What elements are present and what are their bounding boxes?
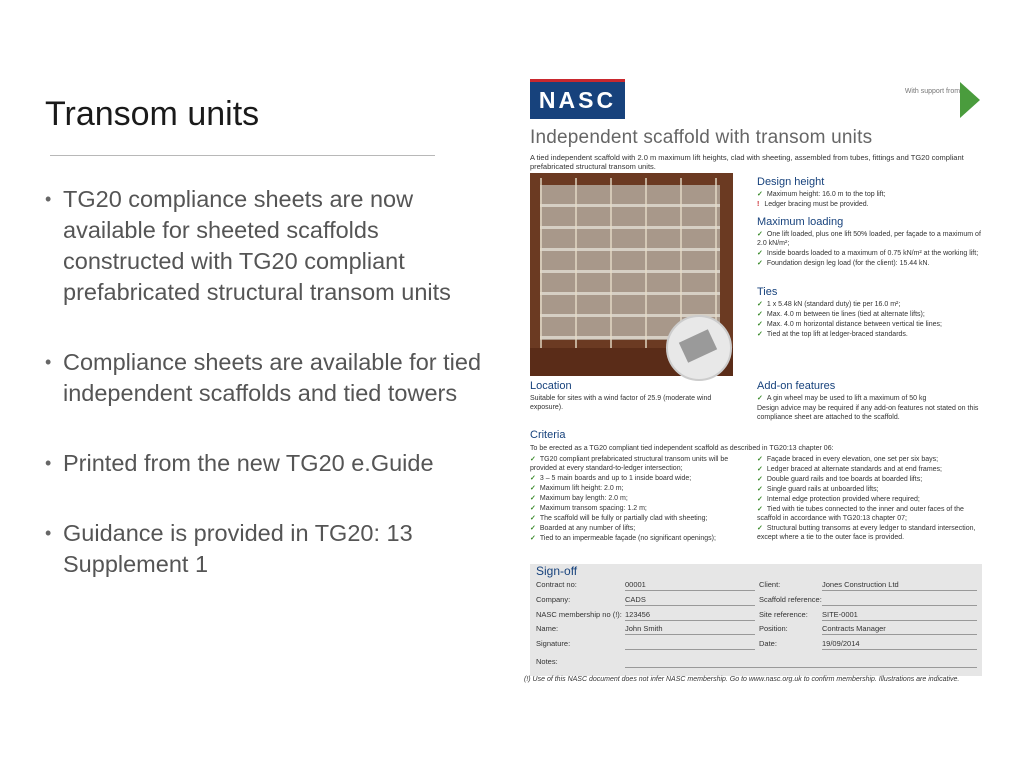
membership-label: NASC membership no (!):	[536, 610, 622, 619]
design-height-list: ✓ Maximum height: 16.0 m to the top lift; ! Ledger bracing must be provided.	[757, 191, 886, 208]
sheet-intro: A tied independent scaffold with 2.0 m maximum lift heights, clad with sheeting, assembled from tubes, fittings and TG20 compliant prefabricated structural transom units.	[530, 153, 964, 171]
check-icon: ✓	[757, 331, 763, 338]
max-loading-heading: Maximum loading	[757, 216, 844, 228]
check-icon: ✓	[757, 231, 763, 238]
date-value: 19/09/2014	[822, 639, 977, 650]
bullet-item: • Printed from the new TG20 e.Guide	[45, 448, 505, 479]
criteria-intro: To be erected as a TG20 compliant tied independent scaffold as described in TG20:13 chapter 06:	[530, 445, 834, 452]
compliance-sheet-image	[522, 80, 984, 688]
signature-value	[625, 639, 755, 650]
client-value: Jones Construction Ltd	[822, 580, 977, 591]
notes-label: Notes:	[536, 657, 558, 666]
title-divider	[50, 155, 435, 156]
bullet-item: • TG20 compliance sheets are now available for sheeted scaffolds constructed with TG20 compliant prefabricated structural transom units	[45, 184, 505, 308]
warning-icon: !	[757, 201, 760, 208]
bullet-item: • Compliance sheets are available for tied independent scaffolds and tied towers	[45, 347, 505, 409]
ties-heading: Ties	[757, 286, 778, 298]
scaffold-ref-value	[822, 595, 977, 606]
support-logo-icon	[960, 82, 980, 118]
check-icon: ✓	[757, 321, 763, 328]
check-icon: ✓	[757, 191, 763, 198]
signoff-heading: Sign-off	[536, 564, 578, 578]
check-icon: ✓	[757, 260, 763, 267]
ties-list: ✓ 1 x 5.48 kN (standard duty) tie per 16.0 m²; ✓ Max. 4.0 m between tie lines (tied at alternate lifts); ✓ Max. 4.0 m horizontal distance between vertical tie lines; ✓ Tied at the top lift at ledger-braced standards.	[757, 301, 942, 338]
position-value: Contracts Manager	[822, 624, 977, 635]
sheet-title: Independent scaffold with transom units	[530, 127, 873, 148]
max-loading-list: ✓ One lift loaded, plus one lift 50% loaded, per façade to a maximum of 2.0 kN/m²; ✓ Inside boards loaded to a maximum of 0.75 kN/m² at the working lift; ✓ Foundation design leg load (for the client): 15.44 kN.	[757, 231, 981, 267]
name-label: Name:	[536, 624, 559, 633]
position-label: Position:	[759, 624, 788, 633]
signoff-panel	[530, 564, 982, 676]
site-ref-value: SITE-0001	[822, 610, 977, 621]
site-ref-label: Site reference:	[759, 610, 808, 619]
nasc-logo: NASC	[530, 82, 625, 119]
transom-fitting-image	[666, 315, 732, 381]
design-height-heading: Design height	[757, 176, 825, 188]
check-icon: ✓	[757, 301, 763, 308]
bullet-list	[45, 184, 505, 619]
sheet-footnote: (!) Use of this NASC document does not infer NASC membership. Go to www.nasc.org.uk to confirm membership. Illustrations are indicative.	[524, 676, 960, 683]
scaffold-ref-label: Scaffold reference:	[759, 595, 822, 604]
notes-value	[625, 657, 977, 668]
contract-no-label: Contract no:	[536, 580, 577, 589]
check-icon: ✓	[757, 395, 763, 402]
addon-list: ✓ A gin wheel may be used to lift a maximum of 50 kg Design advice may be required if any add-on features not stated on this compliance sheet are attached to the scaffold.	[757, 395, 979, 421]
slide-title: Transom units	[45, 95, 260, 133]
membership-value: 123456	[625, 610, 755, 621]
check-icon: ✓	[757, 311, 763, 318]
criteria-left-list: ✓ TG20 compliant prefabricated structural transom units will be provided at every standard-to-ledger intersection; ✓ 3 – 5 main boards and up to 1 inside board wide; ✓ Maximum lift height: 2.0 m; ✓ Maximum bay length: 2.0 m; ✓ Maximum transom spacing: 1.2 m; ✓ The scaffold will be fully or partially clad with sheeting; ✓ Boarded at any number of lifts; ✓ Tied to an impermeable façade (no significant openings);	[530, 456, 729, 542]
location-heading: Location	[530, 380, 572, 392]
signature-label: Signature:	[536, 639, 571, 648]
contract-no-value: 00001	[625, 580, 755, 591]
check-icon: ✓	[757, 250, 763, 257]
name-value: John Smith	[625, 624, 755, 635]
criteria-heading: Criteria	[530, 429, 566, 441]
criteria-right-list: ✓ Façade braced in every elevation, one set per six bays; ✓ Ledger braced at alternate standards and at end frames; ✓ Double guard rails and toe boards at boarded lifts; ✓ Single guard rails at unboarded lifts; ✓ Internal edge protection provided where required; ✓ Tied with tie tubes connected to the inner and outer faces of the scaffold in accordance with TG20:13 chapter 07; ✓ Structural butting transoms at every ledger to standard intersection, except where a tie to the outer face is provided.	[757, 456, 976, 541]
support-text: With support from:	[904, 88, 962, 95]
date-label: Date:	[759, 639, 777, 648]
company-label: Company:	[536, 595, 571, 604]
client-label: Client:	[759, 580, 781, 589]
addon-heading: Add-on features	[757, 380, 836, 392]
location-text: Suitable for sites with a wind factor of 25.9 (moderate wind exposure).	[530, 395, 712, 411]
company-value: CADS	[625, 595, 755, 606]
bullet-item: • Guidance is provided in TG20: 13 Supplement 1	[45, 518, 505, 580]
